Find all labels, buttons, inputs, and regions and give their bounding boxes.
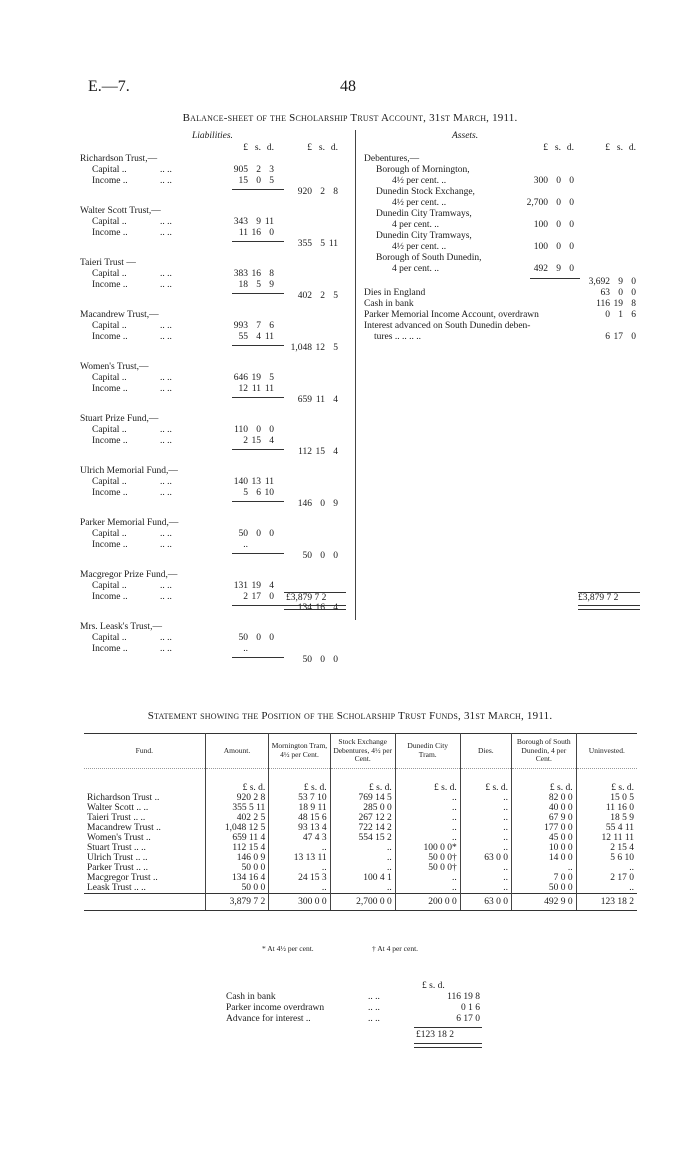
liability-capital-label: Capital .. (92, 633, 127, 643)
liability-capital-amount: 646 19 5 (233, 373, 274, 383)
table-cell: 112 15 4 (205, 843, 269, 853)
leader-dots: .. .. (160, 332, 172, 342)
liability-income-label: Income .. (92, 644, 128, 654)
leader-dots: .. .. (160, 425, 172, 435)
leader-dots: .. .. (160, 217, 172, 227)
liability-name: Walter Scott Trust,— (80, 206, 161, 216)
table-cell: .. (629, 882, 634, 893)
total-cell: 200 0 0 (395, 893, 460, 910)
asset-debenture-name: Dunedin City Tramways, (376, 209, 472, 219)
table-cell: 10 0 0 (512, 843, 577, 853)
table-cell: 18 5 9 (610, 812, 634, 823)
table-cell: 14 0 0 (512, 853, 577, 863)
asset-debenture-rate: 4 per cent. .. (392, 220, 439, 230)
table-cell: .. (269, 863, 330, 873)
table-cell: .. (395, 803, 460, 813)
liability-income-amount: .. (243, 644, 248, 654)
asset-debenture-rate: 4 per cent. .. (392, 264, 439, 274)
total-cell: 300 0 0 (269, 893, 330, 910)
liabilities-units: £ s. d. (243, 143, 274, 153)
table-header-row (84, 734, 637, 769)
table-cell: 402 2 5 (205, 813, 269, 823)
table-cell: .. (269, 843, 330, 853)
uninvested-label: Advance for interest .. (226, 1014, 311, 1024)
liability-income-label: Income .. (92, 540, 128, 550)
table-cell: 554 15 2 (330, 833, 395, 843)
liability-income-amount: 18 5 9 (238, 280, 274, 290)
col-stock-exchange: Stock Exchange Debentures, 4½ per Cent. (330, 734, 395, 769)
asset-other-label: Interest advanced on South Dunedin deben- (364, 321, 531, 331)
table-row (84, 833, 637, 843)
liability-income-label: Income .. (92, 592, 128, 602)
uninvested-total: £123 18 2 (416, 1030, 454, 1040)
asset-debenture-name: Borough of Mornington, (376, 165, 470, 175)
asset-debenture-amount: 2,700 0 0 (526, 198, 574, 208)
leader-dots: .. .. (368, 1003, 380, 1013)
units-cell: £ s. d. (512, 768, 577, 793)
leader-dots: .. .. (160, 581, 172, 591)
assets-heading: Assets. (452, 131, 479, 141)
leader-dots: .. .. (160, 165, 172, 175)
leader-dots: .. .. (368, 1014, 380, 1024)
liability-capital-label: Capital .. (92, 269, 127, 279)
balance-sheet-title: Balance-sheet of the Scholarship Trust Account, 31st March, 1911. (182, 112, 518, 124)
table-cell: 659 11 4 (205, 833, 269, 843)
col-mornington: Mornington Tram, 4½ per Cent. (269, 734, 330, 769)
footnote-star: * At 4½ per cent. (262, 944, 314, 953)
table-cell: 285 0 0 (330, 803, 395, 813)
liability-capital-amount: 993 7 6 (233, 321, 274, 331)
liability-total: 920 2 8 (297, 187, 338, 197)
units-cell: £ s. d. (330, 768, 395, 793)
table-cell: 45 0 0 (512, 833, 577, 843)
liability-capital-label: Capital .. (92, 581, 127, 591)
liability-income-label: Income .. (92, 332, 128, 342)
liability-capital-label: Capital .. (92, 217, 127, 227)
uninvested-total-rule (414, 1027, 482, 1028)
leader-dots: .. .. (160, 529, 172, 539)
liability-income-label: Income .. (92, 228, 128, 238)
liability-total: 134 16 4 (297, 603, 338, 613)
debentures-subtotal-rule (530, 278, 580, 279)
col-uninvested: Uninvested. (576, 734, 637, 769)
liability-total: 112 15 4 (298, 447, 338, 457)
asset-debenture-rate: 4½ per cent. .. (392, 198, 447, 208)
table-cell: 1,048 12 5 (205, 823, 269, 833)
units-cell: £ s. d. (611, 782, 634, 793)
table-cell: 355 5 11 (205, 803, 269, 813)
liability-capital-label: Capital .. (92, 529, 127, 539)
leader-dots: .. .. (160, 633, 172, 643)
liability-income-amount: .. (243, 540, 248, 550)
liability-income-label: Income .. (92, 384, 128, 394)
table-cell: 50 0 0 (205, 883, 269, 894)
units-cell: £ s. d. (395, 768, 460, 793)
asset-debenture-amount: 100 0 0 (533, 220, 574, 230)
table-cell: 15 0 5 (610, 792, 634, 803)
table-cell: 769 14 5 (330, 793, 395, 803)
debentures-total: 3,692 9 0 (588, 277, 636, 287)
liability-capital-amount: 905 2 3 (233, 165, 274, 175)
assets-total: £3,879 7 2 (578, 593, 619, 603)
subtotal-rule (232, 553, 284, 554)
leader-dots: .. .. (160, 280, 172, 290)
liability-income-label: Income .. (92, 436, 128, 446)
table-cell: 63 0 0 (460, 853, 511, 863)
asset-debenture-amount: 100 0 0 (533, 242, 574, 252)
liability-capital-amount: 343 9 11 (233, 217, 274, 227)
col-amount: Amount. (205, 734, 269, 769)
table-cell: .. (395, 873, 460, 883)
liability-capital-amount: 131 19 4 (233, 581, 274, 591)
table-cell: .. (330, 883, 395, 894)
debentures-label: Debentures,— (364, 154, 420, 164)
asset-other-label: Cash in bank (364, 299, 414, 309)
units-cell: £ s. d. (205, 768, 269, 793)
uninvested-label: Parker income overdrawn (226, 1003, 325, 1013)
leader-dots: .. .. (160, 592, 172, 602)
liability-income-amount: 15 0 5 (238, 176, 274, 186)
liability-capital-amount: 110 0 0 (234, 425, 274, 435)
table-cell: 82 0 0 (512, 793, 577, 803)
subtotal-rule (232, 345, 284, 346)
fund-name: Ulrich Trust .. .. (84, 853, 205, 863)
table-cell: .. (460, 883, 511, 894)
table-cell: 40 0 0 (512, 803, 577, 813)
liability-capital-amount: 50 0 0 (238, 633, 274, 643)
total-cell: 63 0 0 (460, 893, 511, 910)
assets-total-double-rule (578, 605, 640, 610)
units-cell (84, 768, 205, 793)
fund-name: Parker Trust .. .. (84, 863, 205, 873)
table-cell: 50 0 0† (395, 853, 460, 863)
table-cell: 50 0 0 (205, 863, 269, 873)
uninvested-total-double-rule (414, 1043, 482, 1048)
fund-name: Richardson Trust .. (84, 793, 205, 803)
table-cell: .. (460, 803, 511, 813)
liabilities-heading: Liabilities. (192, 131, 233, 141)
leader-dots: .. .. (160, 488, 172, 498)
liability-capital-label: Capital .. (92, 373, 127, 383)
subtotal-rule (232, 605, 284, 606)
subtotal-rule (232, 397, 284, 398)
asset-other-amount: 6 17 0 (605, 332, 636, 342)
table-cell: 2 17 0 (610, 872, 634, 883)
table-cell: 11 16 0 (605, 802, 634, 813)
table-cell: 100 4 1 (330, 873, 395, 883)
liability-capital-label: Capital .. (92, 321, 127, 331)
total-cell: 492 9 0 (512, 893, 577, 910)
table-cell: .. (330, 853, 395, 863)
asset-debenture-amount: 492 9 0 (533, 264, 574, 274)
total-cell: 123 18 2 (576, 893, 637, 910)
asset-debenture-rate: 4½ per cent. .. (392, 176, 447, 186)
table-cell: 177 0 0 (512, 823, 577, 833)
table-cell: 18 9 11 (269, 803, 330, 813)
leader-dots: .. .. (368, 992, 380, 1002)
table-cell: 2 15 4 (610, 842, 634, 853)
document-reference: E.—7. (88, 78, 130, 95)
liability-name: Taieri Trust — (80, 258, 136, 268)
table-row (84, 873, 637, 883)
asset-other-amount: 63 0 0 (600, 288, 636, 298)
fund-name: Women's Trust .. (84, 833, 205, 843)
asset-debenture-name: Dunedin City Tramways, (376, 231, 472, 241)
table-cell: 920 2 8 (205, 793, 269, 803)
liability-income-amount: 2 17 0 (243, 592, 274, 602)
asset-debenture-amount: 300 0 0 (533, 176, 574, 186)
subtotal-rule (232, 501, 284, 502)
liability-name: Macgregor Prize Fund,— (80, 570, 178, 580)
table-cell: .. (395, 883, 460, 894)
footnote-dagger: † At 4 per cent. (372, 944, 419, 953)
statement-title: Statement showing the Position of the Scholarship Trust Funds, 31st March, 1911. (147, 710, 553, 722)
liabilities-units-total: £ s. d. (307, 143, 338, 153)
total-cell: 3,879 7 2 (205, 893, 269, 910)
assets-units: £ s. d. (543, 143, 574, 153)
liability-capital-amount: 140 13 11 (233, 477, 274, 487)
table-cell: .. (629, 862, 634, 873)
table-cell: 134 16 4 (205, 873, 269, 883)
units-row (84, 768, 637, 793)
table-cell: 100 0 0* (395, 843, 460, 853)
liability-income-label: Income .. (92, 488, 128, 498)
table-cell: 67 9 0 (512, 813, 577, 823)
fund-name: Walter Scott .. .. (84, 803, 205, 813)
liability-income-amount: 5 6 10 (243, 488, 274, 498)
liability-name: Women's Trust,— (80, 362, 149, 372)
liability-income-amount: 55 4 11 (238, 332, 274, 342)
table-cell: 50 0 0 (512, 883, 577, 894)
liability-capital-amount: 383 16 8 (233, 269, 274, 279)
leader-dots: .. .. (160, 373, 172, 383)
leader-dots: .. .. (160, 269, 172, 279)
subtotal-rule (232, 189, 284, 190)
liability-income-amount: 12 11 11 (238, 384, 274, 394)
balance-divider (355, 130, 356, 620)
table-cell: .. (460, 823, 511, 833)
table-cell: .. (460, 793, 511, 803)
table-cell: 53 7 10 (269, 793, 330, 803)
page-number: 48 (340, 78, 356, 95)
table-cell: 24 15 3 (269, 873, 330, 883)
liability-income-label: Income .. (92, 176, 128, 186)
table-cell: 7 0 0 (512, 873, 577, 883)
leader-dots: .. .. (160, 176, 172, 186)
table-cell: .. (395, 793, 460, 803)
units-cell: £ s. d. (460, 768, 511, 793)
leader-dots: .. .. (160, 384, 172, 394)
units-cell: £ s. d. (269, 768, 330, 793)
total-cell: 2,700 0 0 (330, 893, 395, 910)
table-cell: 722 14 2 (330, 823, 395, 833)
subtotal-rule (232, 241, 284, 242)
liabilities-total: £3,879 7 2 (286, 593, 327, 603)
table-cell: .. (460, 833, 511, 843)
table-cell: 50 0 0† (395, 863, 460, 873)
totals-row (84, 893, 637, 910)
liability-capital-label: Capital .. (92, 425, 127, 435)
asset-other-label: Dies in England (364, 288, 426, 298)
table-cell: .. (460, 863, 511, 873)
table-row (84, 803, 637, 813)
liability-name: Stuart Prize Fund,— (80, 414, 159, 424)
asset-debenture-name: Dunedin Stock Exchange, (376, 187, 475, 197)
asset-other-label: Parker Memorial Income Account, overdrawn (364, 310, 539, 320)
table-cell: 146 0 9 (205, 853, 269, 863)
liability-income-amount: 11 16 0 (238, 228, 274, 238)
asset-other-amount: 116 19 8 (596, 299, 636, 309)
totals-label (84, 893, 205, 910)
liability-total: 50 0 0 (302, 551, 338, 561)
liability-total: 146 0 9 (297, 499, 338, 509)
subtotal-rule (232, 449, 284, 450)
leader-dots: .. .. (160, 228, 172, 238)
table-cell: .. (395, 813, 460, 823)
asset-other-label-cont: tures .. .. .. .. (374, 332, 421, 342)
table-cell: .. (330, 863, 395, 873)
table-row (84, 843, 637, 853)
fund-name: Stuart Trust .. .. (84, 843, 205, 853)
liability-capital-label: Capital .. (92, 477, 127, 487)
uninvested-amount: 0 1 6 (461, 1003, 480, 1013)
subtotal-rule (232, 657, 284, 658)
uninvested-amount: 116 19 8 (447, 992, 480, 1002)
asset-other-amount: 0 1 6 (605, 310, 636, 320)
subtotal-rule (232, 293, 284, 294)
table-cell: .. (460, 843, 511, 853)
asset-debenture-name: Borough of South Dunedin, (376, 253, 482, 263)
liability-name: Mrs. Leask's Trust,— (80, 622, 162, 632)
leader-dots: .. .. (160, 436, 172, 446)
table-cell: .. (512, 863, 577, 873)
liability-total: 50 0 0 (302, 655, 338, 665)
table-cell: .. (269, 883, 330, 894)
liability-capital-amount: 50 0 0 (238, 529, 274, 539)
funds-position-table (84, 733, 637, 911)
liability-total: 355 5 11 (297, 239, 338, 249)
table-cell: .. (395, 823, 460, 833)
liability-total: 1,048 12 5 (290, 343, 338, 353)
leader-dots: .. .. (160, 644, 172, 654)
col-dies: Dies. (460, 734, 511, 769)
table-row (84, 793, 637, 803)
col-fund: Fund. (84, 734, 205, 769)
table-cell: 47 4 3 (269, 833, 330, 843)
table-row (84, 863, 637, 873)
uninvested-label: Cash in bank (226, 992, 276, 1002)
liability-name: Macandrew Trust,— (80, 310, 159, 320)
liability-income-label: Income .. (92, 280, 128, 290)
table-cell: .. (330, 843, 395, 853)
liability-name: Parker Memorial Fund,— (80, 518, 179, 528)
col-dunedin-tram: Dunedin City Tram. (395, 734, 460, 769)
table-row (84, 813, 637, 823)
fund-name: Leask Trust .. .. (84, 883, 205, 894)
fund-name: Macandrew Trust .. (84, 823, 205, 833)
table-cell: 267 12 2 (330, 813, 395, 823)
liability-total: 402 2 5 (297, 291, 338, 301)
liability-name: Richardson Trust,— (80, 154, 158, 164)
table-row (84, 823, 637, 833)
uninvested-units: £ s. d. (422, 981, 445, 991)
assets-units-total: £ s. d. (605, 143, 636, 153)
fund-name: Macgregor Trust .. (84, 873, 205, 883)
liability-capital-label: Capital .. (92, 165, 127, 175)
asset-debenture-rate: 4½ per cent. .. (392, 242, 447, 252)
table-cell: 93 13 4 (269, 823, 330, 833)
leader-dots: .. .. (160, 540, 172, 550)
table-cell: 5 6 10 (610, 852, 634, 863)
liability-income-amount: 2 15 4 (243, 436, 274, 446)
table-cell: 55 4 11 (605, 822, 634, 833)
leader-dots: .. .. (160, 321, 172, 331)
table-cell: 12 11 11 (601, 832, 634, 843)
col-south-dunedin: Borough of South Dunedin, 4 per Cent. (512, 734, 577, 769)
leader-dots: .. .. (160, 477, 172, 487)
table-cell: 13 13 11 (269, 853, 330, 863)
table-cell: .. (460, 873, 511, 883)
table-cell: .. (395, 833, 460, 843)
table-cell: .. (460, 813, 511, 823)
table-cell: 48 15 6 (269, 813, 330, 823)
table-row (84, 883, 637, 894)
table-row (84, 853, 637, 863)
fund-name: Taieri Trust .. .. (84, 813, 205, 823)
liabilities-total-double-rule (284, 605, 346, 610)
uninvested-amount: 6 17 0 (456, 1014, 480, 1024)
liability-name: Ulrich Memorial Fund,— (80, 466, 178, 476)
liability-total: 659 11 4 (297, 395, 338, 405)
